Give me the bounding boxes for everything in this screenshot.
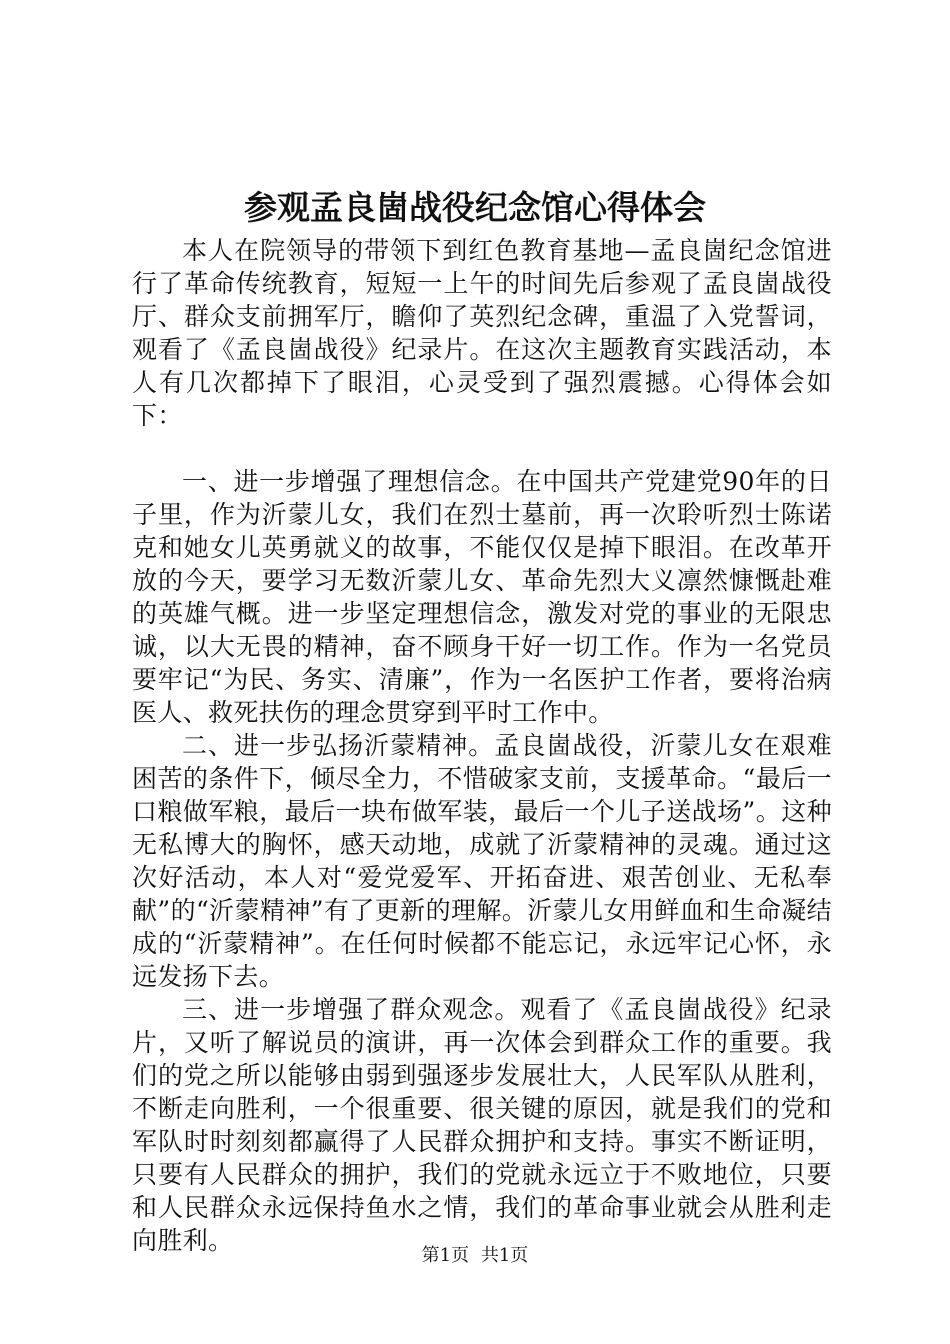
document-title: 参观孟良崮战役纪念馆心得体会 <box>244 188 706 227</box>
section-three-paragraph: 三、进一步增强了群众观念。观看了《孟良崮战役》纪录片，又听了解说员的演讲，再一次体会到群众工作的重要。我们的党之所以能够由弱到强逐步发展壮大，人民军队从胜利，不断走向胜利，一个很重要、很关键的原因，就是我们的党和军队时时刻刻都赢得了人民群众拥护和支持。事实不断证明，只要有人民群众的拥护，我们的党就永远立于不败地位，只要和人民群众永远保持鱼水之情，我们的革命事业就会从胜利走向胜利。 <box>132 995 832 1255</box>
paragraph-spacer <box>132 432 832 465</box>
section-two-paragraph: 二、进一步弘扬沂蒙精神。孟良崮战役，沂蒙儿女在艰难困苦的条件下，倾尽全力，不惜破家支前，支援革命。“最后一口粮做军粮，最后一块布做军装，最后一个儿子送战场”。这种无私博大的胸怀，感天动地，成就了沂蒙精神的灵魂。通过这次好活动，本人对“爱党爱军、开拓奋进、艰苦创业、无私奉献”的“沂蒙精神”有了更新的理解。沂蒙儿女用鲜血和生命凝结成的“沂蒙精神”。在任何时候都不能忘记，永远牢记心怀，永远发扬下去。 <box>132 731 832 991</box>
section-one-paragraph: 一、进一步增强了理想信念。在中国共产党建党90年的日子里，作为沂蒙儿女，我们在烈士墓前，再一次聆听烈士陈诺克和她女儿英勇就义的故事，不能仅仅是掉下眼泪。在改革开放的今天，要学习无数沂蒙儿女、革命先烈大义凛然慷慨赴难的英雄气概。进一步坚定理想信念，激发对党的事业的无限忠诚，以大无畏的精神，奋不顾身干好一切工作。作为一名党员要牢记“为民、务实、清廉”，作为一名医护工作者，要将治病医人、救死扶伤的理念贯穿到平时工作中。 <box>132 467 832 727</box>
page-total: 共1页 <box>480 1245 529 1266</box>
intro-paragraph: 本人在院领导的带领下到红色教育基地—孟良崮纪念馆进行了革命传统教育，短短一上午的时间先后参观了孟良崮战役厅、群众支前拥军厅，瞻仰了英烈纪念碑，重温了入党誓词，观看了《孟良崮战役》纪录片。在这次主题教育实践活动，本人有几次都掉下了眼泪，心灵受到了强烈震撼。心得体会如下： <box>132 236 832 430</box>
document-body <box>132 234 832 1257</box>
page-footer <box>0 1245 950 1267</box>
page-number: 第1页 <box>421 1245 470 1266</box>
